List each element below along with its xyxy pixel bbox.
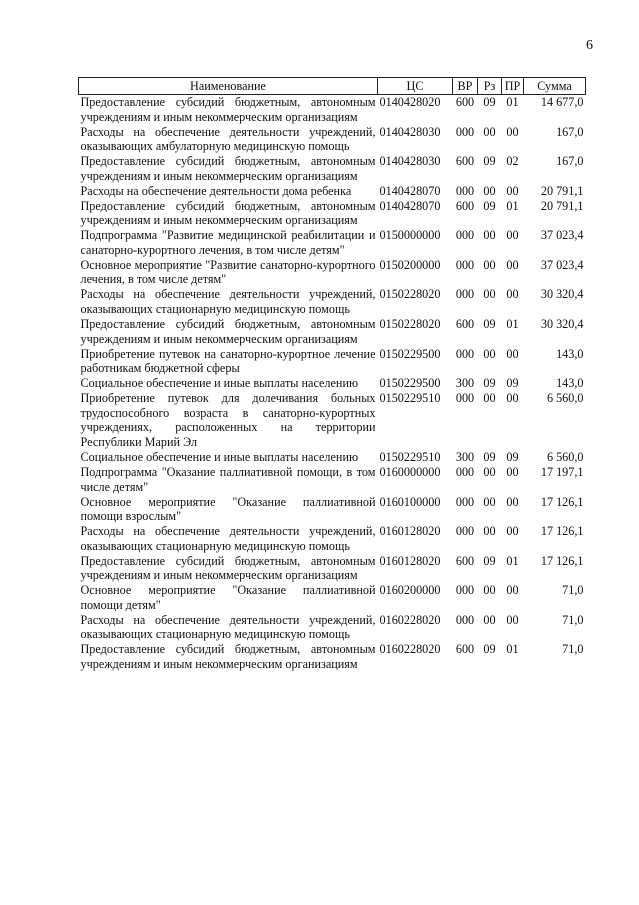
table-row (79, 228, 586, 258)
table-row (79, 465, 586, 495)
cell-cs: 0150229500 (379, 376, 441, 391)
cell-name: Социальное обеспечение и иные выплаты населению (80, 449, 359, 464)
cell-vr: 000 (455, 612, 475, 627)
cell-pr: 00 (506, 391, 519, 406)
table-row (79, 258, 586, 288)
cell-cs: 0140428070 (379, 183, 441, 198)
table-row (79, 642, 586, 672)
cell-name: Расходы на обеспечение деятельности учреждений, оказывающих стационарную медицинскую помощь (80, 612, 376, 642)
table-row (79, 287, 586, 317)
cell-cs: 0140428070 (379, 198, 441, 213)
cell-cs: 0150229510 (379, 449, 441, 464)
cell-name: Приобретение путевок для долечивания больных трудоспособного возраста в санаторно-курортных учреждениях, расположенных на территории Республики Марий Эл (80, 391, 376, 449)
header-cs: ЦС (378, 78, 453, 95)
cell-rz: 00 (483, 124, 496, 139)
cell-rz: 00 (483, 391, 496, 406)
cell-vr: 300 (455, 449, 475, 464)
cell-name: Расходы на обеспечение деятельности учреждений, оказывающих амбулаторную медицинскую помощь (80, 124, 376, 154)
table-row (79, 347, 586, 377)
budget-table (78, 77, 586, 672)
table-row (79, 495, 586, 525)
cell-vr: 000 (455, 183, 475, 198)
cell-cs: 0150000000 (379, 228, 441, 243)
cell-rz: 09 (483, 95, 496, 109)
cell-sum: 17 126,1 (540, 494, 584, 509)
cell-cs: 0160200000 (379, 583, 441, 598)
cell-cs: 0160128020 (379, 553, 441, 568)
cell-cs: 0160100000 (379, 494, 441, 509)
cell-rz: 09 (483, 154, 496, 169)
cell-vr: 300 (455, 376, 475, 391)
cell-vr: 600 (455, 317, 475, 332)
table-row (79, 376, 586, 391)
cell-name: Социальное обеспечение и иные выплаты населению (80, 376, 359, 391)
header-pr: ПР (502, 78, 524, 95)
table-row (79, 199, 586, 229)
cell-name: Основное мероприятие "Оказание паллиативной помощи взрослым" (80, 494, 376, 524)
cell-sum: 71,0 (562, 612, 584, 627)
cell-name: Расходы на обеспечение деятельности дома ребенка (80, 183, 352, 198)
cell-name: Предоставление субсидий бюджетным, автономным учреждениям и иным некоммерческим организациям (80, 317, 376, 346)
cell-sum: 17 197,1 (540, 464, 584, 479)
table-body (79, 95, 586, 672)
cell-pr: 00 (506, 524, 519, 539)
table-header-row (79, 78, 586, 95)
cell-vr: 000 (455, 124, 475, 139)
cell-vr: 000 (455, 257, 475, 272)
cell-pr: 00 (506, 494, 519, 509)
cell-rz: 09 (483, 198, 496, 213)
cell-vr: 000 (455, 287, 475, 302)
cell-sum: 17 126,1 (540, 553, 584, 568)
cell-sum: 17 126,1 (540, 524, 584, 539)
cell-name: Предоставление субсидий бюджетным, автономным учреждениям и иным некоммерческим организациям (80, 154, 376, 183)
table-row (79, 450, 586, 465)
cell-vr: 000 (455, 494, 475, 509)
cell-pr: 00 (506, 183, 519, 198)
cell-pr: 09 (506, 376, 519, 391)
cell-vr: 000 (455, 524, 475, 539)
cell-pr: 01 (506, 553, 519, 568)
cell-rz: 00 (483, 257, 496, 272)
header-name: Наименование (79, 78, 378, 95)
cell-rz: 00 (483, 346, 496, 361)
cell-pr: 00 (506, 583, 519, 598)
cell-name: Основное мероприятие "Оказание паллиативной помощи детям" (80, 583, 376, 612)
cell-vr: 600 (455, 553, 475, 568)
cell-vr: 000 (455, 346, 475, 361)
cell-sum: 37 023,4 (540, 257, 584, 272)
cell-cs: 0150229500 (379, 346, 441, 361)
cell-cs: 0160128020 (379, 524, 441, 539)
cell-rz: 00 (483, 464, 496, 479)
cell-rz: 09 (483, 317, 496, 332)
table-row (79, 583, 586, 613)
cell-cs: 0140428030 (379, 154, 441, 169)
table-row (79, 613, 586, 643)
cell-pr: 00 (506, 124, 519, 139)
cell-cs: 0140428030 (379, 124, 441, 139)
cell-pr: 01 (506, 317, 519, 332)
cell-name: Расходы на обеспечение деятельности учреждений, оказывающих стационарную медицинскую помощь (80, 287, 376, 317)
cell-name: Предоставление субсидий бюджетным, автономным учреждениям и иным некоммерческим организациям (80, 95, 376, 124)
cell-pr: 00 (506, 346, 519, 361)
cell-pr: 01 (506, 198, 519, 213)
cell-name: Предоставление субсидий бюджетным, автономным учреждениям и иным некоммерческим организациям (80, 642, 376, 671)
table-row (79, 125, 586, 155)
cell-vr: 000 (455, 391, 475, 406)
cell-sum: 20 791,1 (540, 198, 584, 213)
cell-rz: 00 (483, 494, 496, 509)
table-row (79, 391, 586, 450)
table-row (79, 524, 586, 554)
cell-vr: 000 (455, 464, 475, 479)
cell-rz: 00 (483, 612, 496, 627)
cell-name: Расходы на обеспечение деятельности учреждений, оказывающих стационарную медицинскую помощь (80, 524, 376, 553)
cell-sum: 71,0 (562, 642, 584, 657)
cell-vr: 000 (455, 583, 475, 598)
cell-name: Подпрограмма "Оказание паллиативной помощи, в том числе детям" (80, 464, 376, 494)
cell-vr: 600 (455, 642, 475, 657)
cell-vr: 000 (455, 228, 475, 243)
table-row (79, 154, 586, 184)
cell-cs: 0160228020 (379, 612, 441, 627)
cell-sum: 30 320,4 (540, 287, 584, 302)
cell-cs: 0140428020 (379, 95, 441, 109)
cell-sum: 143,0 (556, 376, 584, 391)
cell-pr: 00 (506, 257, 519, 272)
cell-rz: 00 (483, 524, 496, 539)
cell-sum: 37 023,4 (540, 228, 584, 243)
cell-sum: 167,0 (556, 154, 584, 169)
cell-sum: 71,0 (562, 583, 584, 598)
cell-rz: 00 (483, 228, 496, 243)
cell-pr: 00 (506, 287, 519, 302)
table-row (79, 554, 586, 584)
cell-pr: 00 (506, 228, 519, 243)
cell-pr: 02 (506, 154, 519, 169)
table-row (79, 184, 586, 199)
header-sum: Сумма (524, 78, 586, 95)
table-row (79, 95, 586, 125)
header-rz: Рз (478, 78, 502, 95)
cell-name: Подпрограмма "Развитие медицинской реабилитации и санаторно-курортного лечения, в том числе детям" (80, 228, 376, 257)
cell-sum: 6 560,0 (546, 449, 584, 464)
cell-cs: 0150228020 (379, 317, 441, 332)
cell-sum: 14 677,0 (540, 95, 584, 109)
cell-cs: 0150229510 (379, 391, 441, 406)
cell-rz: 09 (483, 642, 496, 657)
cell-sum: 6 560,0 (546, 391, 584, 406)
cell-pr: 01 (506, 642, 519, 657)
cell-name: Предоставление субсидий бюджетным, автономным учреждениям и иным некоммерческим организациям (80, 553, 376, 583)
cell-pr: 09 (506, 449, 519, 464)
cell-rz: 00 (483, 287, 496, 302)
cell-cs: 0150228020 (379, 287, 441, 302)
cell-rz: 09 (483, 376, 496, 391)
cell-sum: 20 791,1 (540, 183, 584, 198)
cell-cs: 0160000000 (379, 464, 441, 479)
cell-rz: 00 (483, 583, 496, 598)
cell-pr: 00 (506, 612, 519, 627)
cell-name: Приобретение путевок на санаторно-курортное лечение работникам бюджетной сферы (80, 346, 376, 376)
cell-sum: 143,0 (556, 346, 584, 361)
cell-rz: 09 (483, 553, 496, 568)
cell-sum: 30 320,4 (540, 317, 584, 332)
cell-name: Основное мероприятие "Развитие санаторно-курортного лечения, в том числе детям" (80, 257, 376, 287)
page-number: 6 (586, 38, 593, 53)
cell-cs: 0150200000 (379, 257, 441, 272)
cell-rz: 00 (483, 183, 496, 198)
cell-cs: 0160228020 (379, 642, 441, 657)
cell-sum: 167,0 (556, 124, 584, 139)
cell-name: Предоставление субсидий бюджетным, автономным учреждениям и иным некоммерческим организациям (80, 198, 376, 228)
cell-vr: 600 (455, 154, 475, 169)
table-row (79, 317, 586, 347)
cell-pr: 00 (506, 464, 519, 479)
cell-vr: 600 (455, 198, 475, 213)
cell-vr: 600 (455, 95, 475, 109)
cell-pr: 01 (506, 95, 519, 109)
header-vr: ВР (453, 78, 478, 95)
cell-rz: 09 (483, 449, 496, 464)
